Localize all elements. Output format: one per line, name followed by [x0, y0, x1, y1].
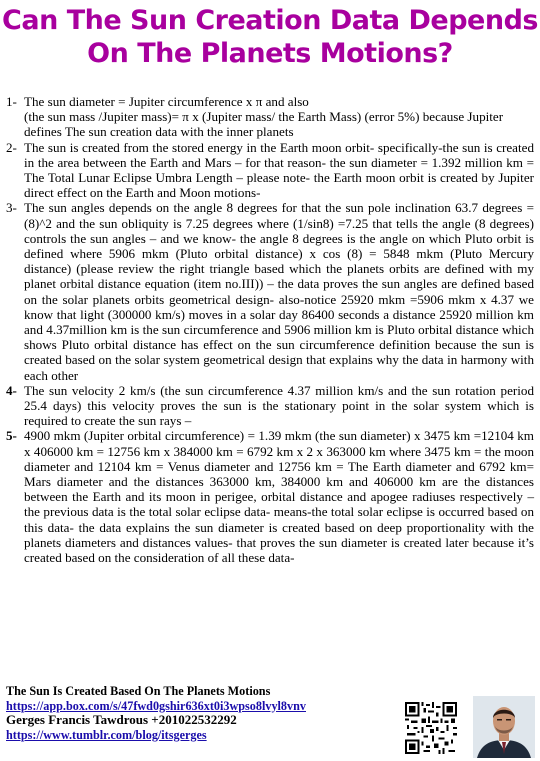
- item-text: The sun is created from the stored energy in the Earth moon orbit- specifically-the sun is created in the area between the Earth and Mars – for that reason- the sun diameter = 1.392 million km = The Total Lunar Eclipse Umbra Length – please note- the Earth moon orbit is created by Jupiter direct effect on the Earth and Moon motions-: [24, 139, 534, 201]
- list-item: [6, 200, 534, 382]
- qr-code-icon: [405, 702, 457, 754]
- item-number: 4-: [6, 382, 17, 398]
- author-contact: Gerges Francis Tawdrous +201022532292: [6, 712, 237, 727]
- item-text: The sun angles depends on the angle 8 degrees for that the sun pole inclination 63.7 degrees =(8)^2 and the sun obliquity is 7.25 degrees where (1/sin8) =7.25 that tells the angle (8 degrees) controls the sun angles – and we know- the angle 8 degrees is the angle on which Pluto orbit is defined where 5906 mkm (Pluto orbital distance) x cos (8) = 5848 mkm (Pluto Mercury distance) (please review the right triangle based which the planets orbits are defined with my planet orbital distance equation (item no.III)) – the data proves the sun angles are defined based on the solar planets orbits geometrical design- also-notice 25920 mkm =5906 mkm x 4.37 we know that light (300000 km/s) moves in a solar day 86400 seconds a distance 25920 million km and 4.37million km is the sun circumference and 5906 million km is Pluto orbital distance which shows Pluto orbital distance has effect on the sun circumference definition because the sun is created based on the solar system geometrical design that explains why the data in harmony with each other: [24, 200, 534, 383]
- tumblr-link[interactable]: https://www.tumblr.com/blog/itsgerges: [6, 727, 207, 742]
- footer: [6, 684, 396, 742]
- document-body: [6, 94, 534, 565]
- title-line-2: On The Planets Motions?: [87, 38, 453, 69]
- author-photo: [473, 696, 535, 758]
- box-link[interactable]: https://app.box.com/s/47fwd0gshir636xt0i3wpso8lvyl8vnv: [6, 698, 306, 713]
- list-item: [6, 94, 534, 140]
- item-number: 2-: [6, 139, 17, 155]
- list-item: [6, 428, 534, 565]
- list-item: [6, 140, 534, 201]
- item-text-line: (the sun mass /Jupiter mass)= π x (Jupiter mass/ the Earth Mass) (error 5%) because Jupiter defines The sun creation data with the inner planets: [24, 109, 504, 140]
- item-text-line: The sun diameter = Jupiter circumference x π and also: [24, 94, 309, 109]
- list-item: [6, 383, 534, 429]
- item-text: The sun velocity 2 km/s (the sun circumference 4.37 million km/s and the sun rotation period 25.4 days) this velocity proves the sun is the stationary point in the solar system which is required to create the sun rays –: [24, 382, 534, 429]
- page-title: [0, 4, 540, 70]
- item-number: 5-: [6, 428, 17, 444]
- title-line-1: Can The Sun Creation Data Depends: [2, 5, 538, 36]
- item-text: 4900 mkm (Jupiter orbital circumference) = 1.39 mkm (the sun diameter) x 3475 km =12104 km x 406000 km = 12756 km x 384000 km = 6792 km x 2 x 363000 km where 3475 km = the moon diameter and 12104 km = Venus diameter and 12756 km = The Earth diameter and 6792 km= Mars diameter and the distances 363000 km, 384000 km and 406000 km are the distances between the Earth and its moon in perigee, orbital distance and apogee radiuses respectively – the previous data is the total solar eclipse data- means-the total solar eclipse is occurred based on this data- the data explains the sun diameter is created based on deep proportionality with the planets diameters and distances values- that proves the sun diameter is created later because it’s created based on the consideration of all these data-: [24, 428, 534, 566]
- footer-heading: The Sun Is Created Based On The Planets Motions: [6, 684, 271, 698]
- item-number: 1-: [6, 94, 17, 109]
- item-number: 3-: [6, 200, 17, 216]
